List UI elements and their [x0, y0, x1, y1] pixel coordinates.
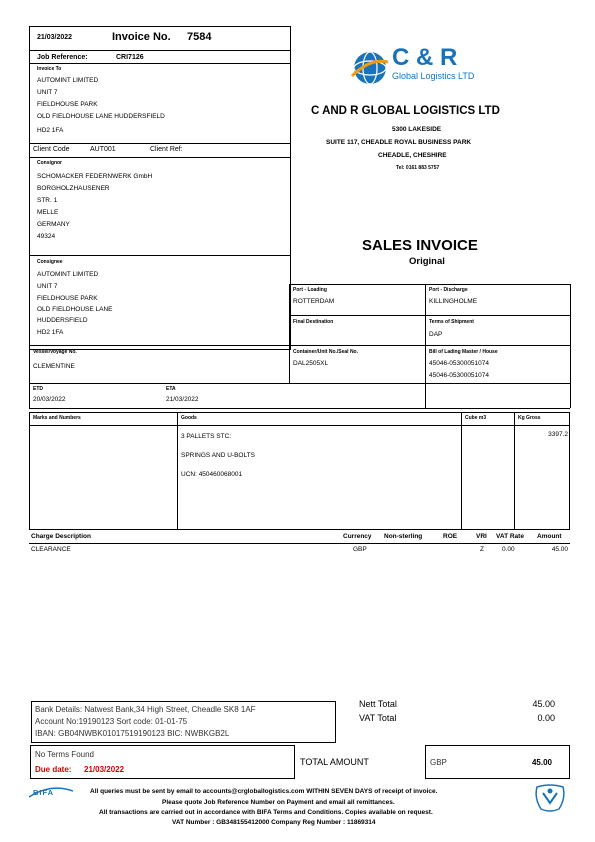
kg-gross-value: 3397.2: [548, 431, 568, 438]
bifa-logo: [29, 787, 73, 799]
nett-total: 45.00: [532, 699, 555, 709]
currency-header: Currency: [343, 533, 372, 540]
consignee-label: Consignee: [37, 259, 63, 265]
consignor-line: 49324: [37, 233, 56, 240]
goods-line: SPRINGS AND U-BOLTS: [181, 452, 255, 459]
invoice-to-line: FIELDHOUSE PARK: [37, 101, 98, 108]
consignor-line: STR. 1: [37, 197, 58, 204]
etd-label: ETD: [33, 386, 43, 392]
invoice-to-line: OLD FIELDHOUSE LANE HUDDERSFIELD: [37, 113, 165, 120]
port-loading-label: Port - Loading: [293, 287, 327, 293]
total-amount: 45.00: [531, 758, 552, 767]
eta-label: ETA: [166, 386, 176, 392]
port-loading: ROTTERDAM: [293, 298, 335, 305]
logo-mark: C & R: [392, 44, 458, 71]
consignee-line: HD2 1FA: [37, 329, 64, 336]
consignor-line: GERMANY: [37, 221, 70, 228]
company-name: C AND R GLOBAL LOGISTICS LTD: [311, 105, 500, 117]
vat-total-label: VAT Total: [359, 713, 397, 723]
marks-header: Marks and Numbers: [33, 415, 81, 421]
job-ref: CRI7126: [116, 54, 144, 61]
nett-total-label: Nett Total: [359, 699, 397, 709]
container-label: Container/Unit No./Seal No.: [293, 349, 359, 355]
consignee-line: FIELDHOUSE PARK: [37, 295, 98, 302]
client-code: AUT001: [90, 146, 116, 153]
invoice-to-line: AUTOMINT LIMITED: [37, 77, 99, 84]
terms-value: DAP: [429, 331, 443, 338]
doc-title: SALES INVOICE: [362, 237, 478, 254]
company-address: SUITE 117, CHEADLE ROYAL BUSINESS PARK: [326, 139, 472, 146]
terms-label: Terms of Shipment: [429, 319, 474, 325]
consignor-line: MELLE: [37, 209, 59, 216]
company-tel: Tel: 0161 883 5757: [396, 165, 440, 171]
footer-line: All transactions are carried out in accordance with BIFA Terms and Conditions. Copies available on request.: [99, 809, 433, 816]
footer-line: Please quote Job Reference Number on Payment and email all remittances.: [162, 799, 395, 806]
bifa-text: BIFA: [33, 788, 55, 797]
invoice-number: 7584: [187, 31, 212, 43]
non-sterling-header: Non-sterling: [384, 533, 423, 540]
port-discharge-label: Port - Discharge: [429, 287, 468, 293]
company-address: CHEADLE, CHESHIRE: [378, 152, 447, 159]
footer-line: VAT Number : GB348155412000 Company Reg Number : 11869314: [172, 819, 376, 826]
charge-vat-flag: Z: [480, 546, 484, 553]
amount-header: Amount: [537, 533, 562, 540]
job-ref-label: Job Reference:: [37, 54, 88, 61]
consignee-line: UNIT 7: [37, 283, 58, 290]
bank-line: Bank Details: Natwest Bank,34 High Street, Cheadle SK8 1AF: [35, 705, 256, 714]
consignee-line: HUDDERSFIELD: [37, 317, 88, 324]
consignee-line: AUTOMINT LIMITED: [37, 271, 99, 278]
charge-amount: 45.00: [551, 546, 568, 553]
roe-header: ROE: [443, 533, 458, 540]
vessel-label: Vessel/Voyage No.: [33, 349, 77, 355]
company-address: 5300 LAKESIDE: [392, 126, 442, 133]
client-ref-label: Client Ref:: [150, 146, 183, 153]
goods-header: Goods: [181, 415, 197, 421]
eta-value: 21/03/2022: [166, 396, 199, 403]
total-amount-label: TOTAL AMOUNT: [300, 757, 369, 767]
due-date-label: Due date:: [35, 765, 72, 774]
charge-desc-header: Charge Description: [31, 533, 91, 540]
consignee-line: OLD FIELDHOUSE LANE: [37, 306, 113, 313]
bol-value: 45046-05300051074: [429, 360, 490, 367]
doc-subtitle: Original: [409, 256, 445, 267]
etd-value: 20/03/2022: [33, 396, 66, 403]
consignor-label: Consignor: [37, 160, 62, 166]
charge-vat-rate: 0.00: [502, 546, 515, 553]
client-code-label: Client Code: [33, 146, 70, 153]
total-currency: GBP: [430, 758, 447, 767]
kg-header: Kg Gross: [518, 415, 541, 421]
bol-value: 45046-05300051074: [429, 372, 490, 379]
consignor-line: SCHOMACKER FEDERNWERK GmbH: [37, 173, 153, 180]
invoice-to-line: HD2 1FA: [37, 127, 64, 134]
consignor-line: BORGHOLZHAUSENER: [37, 185, 110, 192]
accreditation-emblem-icon: [533, 783, 567, 813]
goods-line: UCN: 450460068001: [181, 471, 243, 478]
final-destination-label: Final Destination: [293, 319, 334, 325]
due-date: 21/03/2022: [84, 765, 125, 774]
invoice-to-label: Invoice To: [37, 66, 62, 72]
vat-rate-header: VAT Rate: [496, 533, 524, 540]
company-logo: [350, 44, 490, 90]
footer-line: All queries must be sent by email to accounts@crgloballogistics.com WITHIN SEVEN DAYS of receipt of invoice.: [90, 788, 438, 795]
no-terms: No Terms Found: [35, 750, 94, 759]
charge-desc: CLEARANCE: [31, 546, 71, 553]
globe-icon: [350, 48, 390, 88]
goods-table: [29, 412, 570, 530]
goods-line: 3 PALLETS STC:: [181, 433, 232, 440]
logo-subtitle: Global Logistics LTD: [392, 71, 475, 81]
bol-label: Bill of Lading Master / House: [429, 349, 498, 355]
invoice-date: 21/03/2022: [37, 34, 73, 41]
container-value: DAL2505XL: [293, 360, 329, 367]
port-discharge: KILLINGHOLME: [429, 298, 478, 305]
cube-header: Cube m3: [465, 415, 487, 421]
vat-total: 0.00: [537, 713, 555, 723]
invoice-number-label: Invoice No.: [112, 31, 171, 43]
charge-currency: GBP: [353, 546, 367, 553]
bank-line: Account No:19190123 Sort code: 01-01-75: [35, 717, 188, 726]
vat-flag-header: VRI: [476, 533, 487, 540]
vessel-value: CLEMENTINE: [33, 363, 75, 370]
bank-line: IBAN: GB04NWBK01017519190123 BIC: NWBKGB2L: [35, 729, 230, 738]
invoice-to-line: UNIT 7: [37, 89, 58, 96]
